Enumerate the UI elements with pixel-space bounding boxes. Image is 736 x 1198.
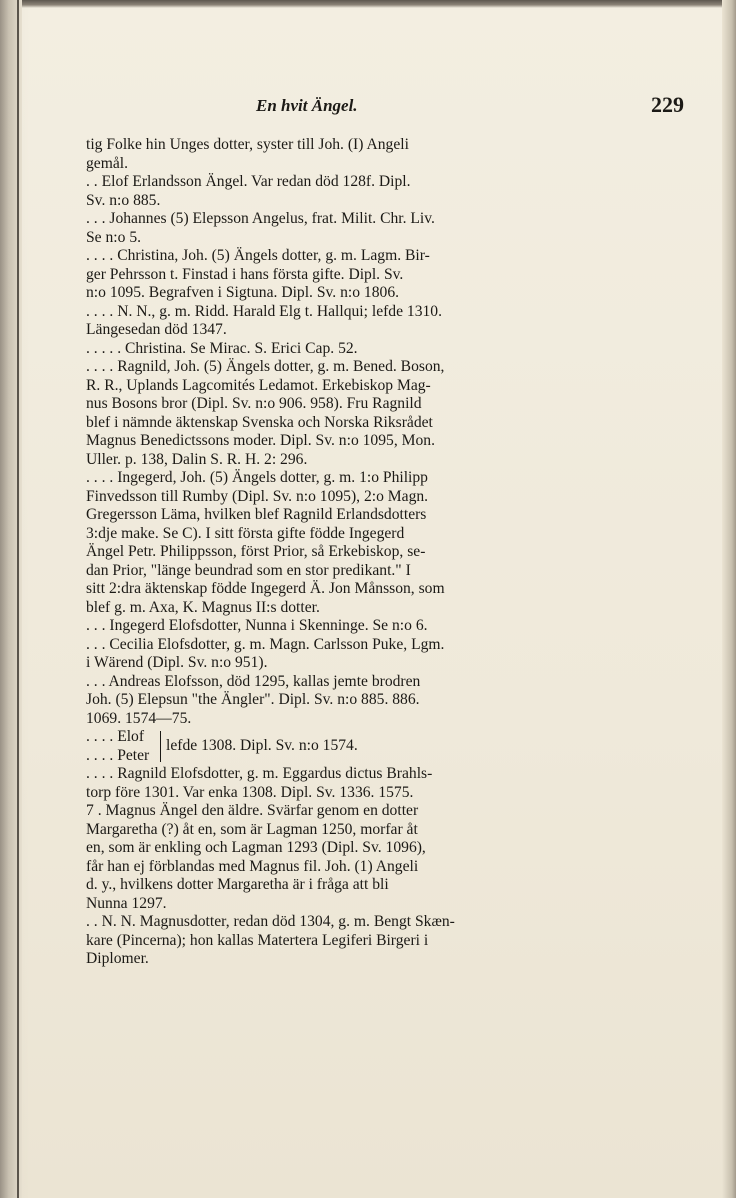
- page-right-edge: [722, 0, 736, 1198]
- text-line: Gregersson Läma, hvilken blef Ragnild Erlandsdotters: [86, 506, 427, 523]
- page-header: [86, 90, 684, 124]
- text-line: Sv. n:o 885.: [86, 191, 161, 209]
- page-top-edge: [0, 0, 736, 8]
- text-line: dan Prior, "länge beundrad som en stor predikant." I: [86, 561, 411, 579]
- text-line: . . Elof Erlandsson Ängel. Var redan död 128f. Dipl.: [86, 173, 411, 190]
- page-number: 229: [651, 92, 684, 117]
- text-line: torp före 1301. Var enka 1308. Dipl. Sv. 1336. 1575.: [86, 783, 414, 801]
- text-line: d. y., hvilkens dotter Margaretha är i fråga att bli: [86, 876, 389, 893]
- text-line: Nunna 1297.: [86, 894, 167, 912]
- text-line: . . . Andreas Elofsson, död 1295, kallas jemte brodren: [86, 672, 421, 690]
- text-line: sitt 2:dra äktenskap födde Ingegerd Ä. Jon Månsson, som: [86, 580, 445, 597]
- text-line: en, som är enkling och Lagman 1293 (Dipl. Sv. 1096),: [86, 839, 426, 856]
- bracket-text: lefde 1308. Dipl. Sv. n:o 1574.: [166, 737, 358, 754]
- text-line: 1069. 1574—75.: [86, 709, 192, 727]
- text-line: . . . . Ragnild Elofsdotter, g. m. Eggardus dictus Brahls-: [86, 765, 433, 782]
- page-binding-edge: [0, 0, 22, 1198]
- text-line: . . . Ingegerd Elofsdotter, Nunna i Skenninge. Se n:o 6.: [86, 617, 428, 634]
- text-line: . . . . Christina, Joh. (5) Ängels dotter, g. m. Lagm. Bir-: [86, 247, 430, 264]
- text-line: Uller. p. 138, Dalin S. R. H. 2: 296.: [86, 450, 308, 468]
- text-line: 3:dje make. Se C). I sitt första gifte födde Ingegerd: [86, 524, 405, 542]
- text-line: tig Folke hin Unges dotter, syster till Joh. (I) Angeli: [86, 136, 409, 153]
- page-body: [86, 136, 684, 969]
- text-line: . . . Johannes (5) Elepsson Angelus, frat. Milit. Chr. Liv.: [86, 210, 435, 227]
- binding-rule: [17, 0, 19, 1198]
- text-line: Diplomer.: [86, 950, 149, 967]
- text-line: nus Bosons bror (Dipl. Sv. n:o 906. 958). Fru Ragnild: [86, 395, 422, 412]
- text-line: Se n:o 5.: [86, 228, 142, 246]
- bracket-entry: [86, 728, 684, 765]
- text-line: kare (Pincerna); hon kallas Matertera Legiferi Birgeri i: [86, 931, 429, 949]
- running-title: En hvit Ängel.: [256, 96, 358, 115]
- text-line: Finvedsson till Rumby (Dipl. Sv. n:o 1095), 2:o Magn.: [86, 487, 429, 505]
- text-line: . . . . N. N., g. m. Ridd. Harald Elg t. Hallqui; lefde 1310.: [86, 302, 443, 320]
- curly-brace: [154, 731, 161, 762]
- text-line: gemål.: [86, 154, 128, 172]
- bracket-name: . . . . Peter: [86, 746, 150, 764]
- bracket-name: . . . . Elof: [86, 728, 145, 745]
- text-line: i Wärend (Dipl. Sv. n:o 951).: [86, 654, 268, 671]
- text-line: . . . . Ingegerd, Joh. (5) Ängels dotter, g. m. 1:o Philipp: [86, 469, 428, 486]
- text-line: . . . . . Christina. Se Mirac. S. Erici Cap. 52.: [86, 339, 358, 357]
- text-line: ger Pehrsson t. Finstad i hans första gifte. Dipl. Sv.: [86, 265, 404, 283]
- text-line: Joh. (5) Elepsun "the Ängler". Dipl. Sv. n:o 885. 886.: [86, 691, 420, 708]
- text-line: . . N. N. Magnusdotter, redan död 1304, g. m. Bengt Skæn-: [86, 913, 455, 930]
- text-line: . . . Cecilia Elofsdotter, g. m. Magn. Carlsson Puke, Lgm.: [86, 635, 445, 653]
- text-line: n:o 1095. Begrafven i Sigtuna. Dipl. Sv. n:o 1806.: [86, 284, 400, 301]
- text-line: Margaretha (?) åt en, som är Lagman 1250, morfar åt: [86, 820, 418, 838]
- text-line: Längesedan död 1347.: [86, 321, 227, 338]
- text-line: får han ej förblandas med Magnus fil. Joh. (1) Angeli: [86, 857, 419, 875]
- text-line: R. R., Uplands Lagcomités Ledamot. Erkebiskop Mag-: [86, 376, 431, 394]
- text-line: 7 . Magnus Ängel den äldre. Svärfar genom en dotter: [86, 802, 419, 819]
- text-line: Ängel Petr. Philippsson, först Prior, så Erkebiskop, se-: [86, 543, 426, 560]
- text-line: blef i nämnde äktenskap Svenska och Norska Riksrådet: [86, 413, 433, 431]
- text-line: . . . . Ragnild, Joh. (5) Ängels dotter, g. m. Bened. Boson,: [86, 358, 445, 375]
- text-line: blef g. m. Axa, K. Magnus II:s dotter.: [86, 598, 320, 616]
- text-line: Magnus Benedictssons moder. Dipl. Sv. n:o 1095, Mon.: [86, 432, 435, 449]
